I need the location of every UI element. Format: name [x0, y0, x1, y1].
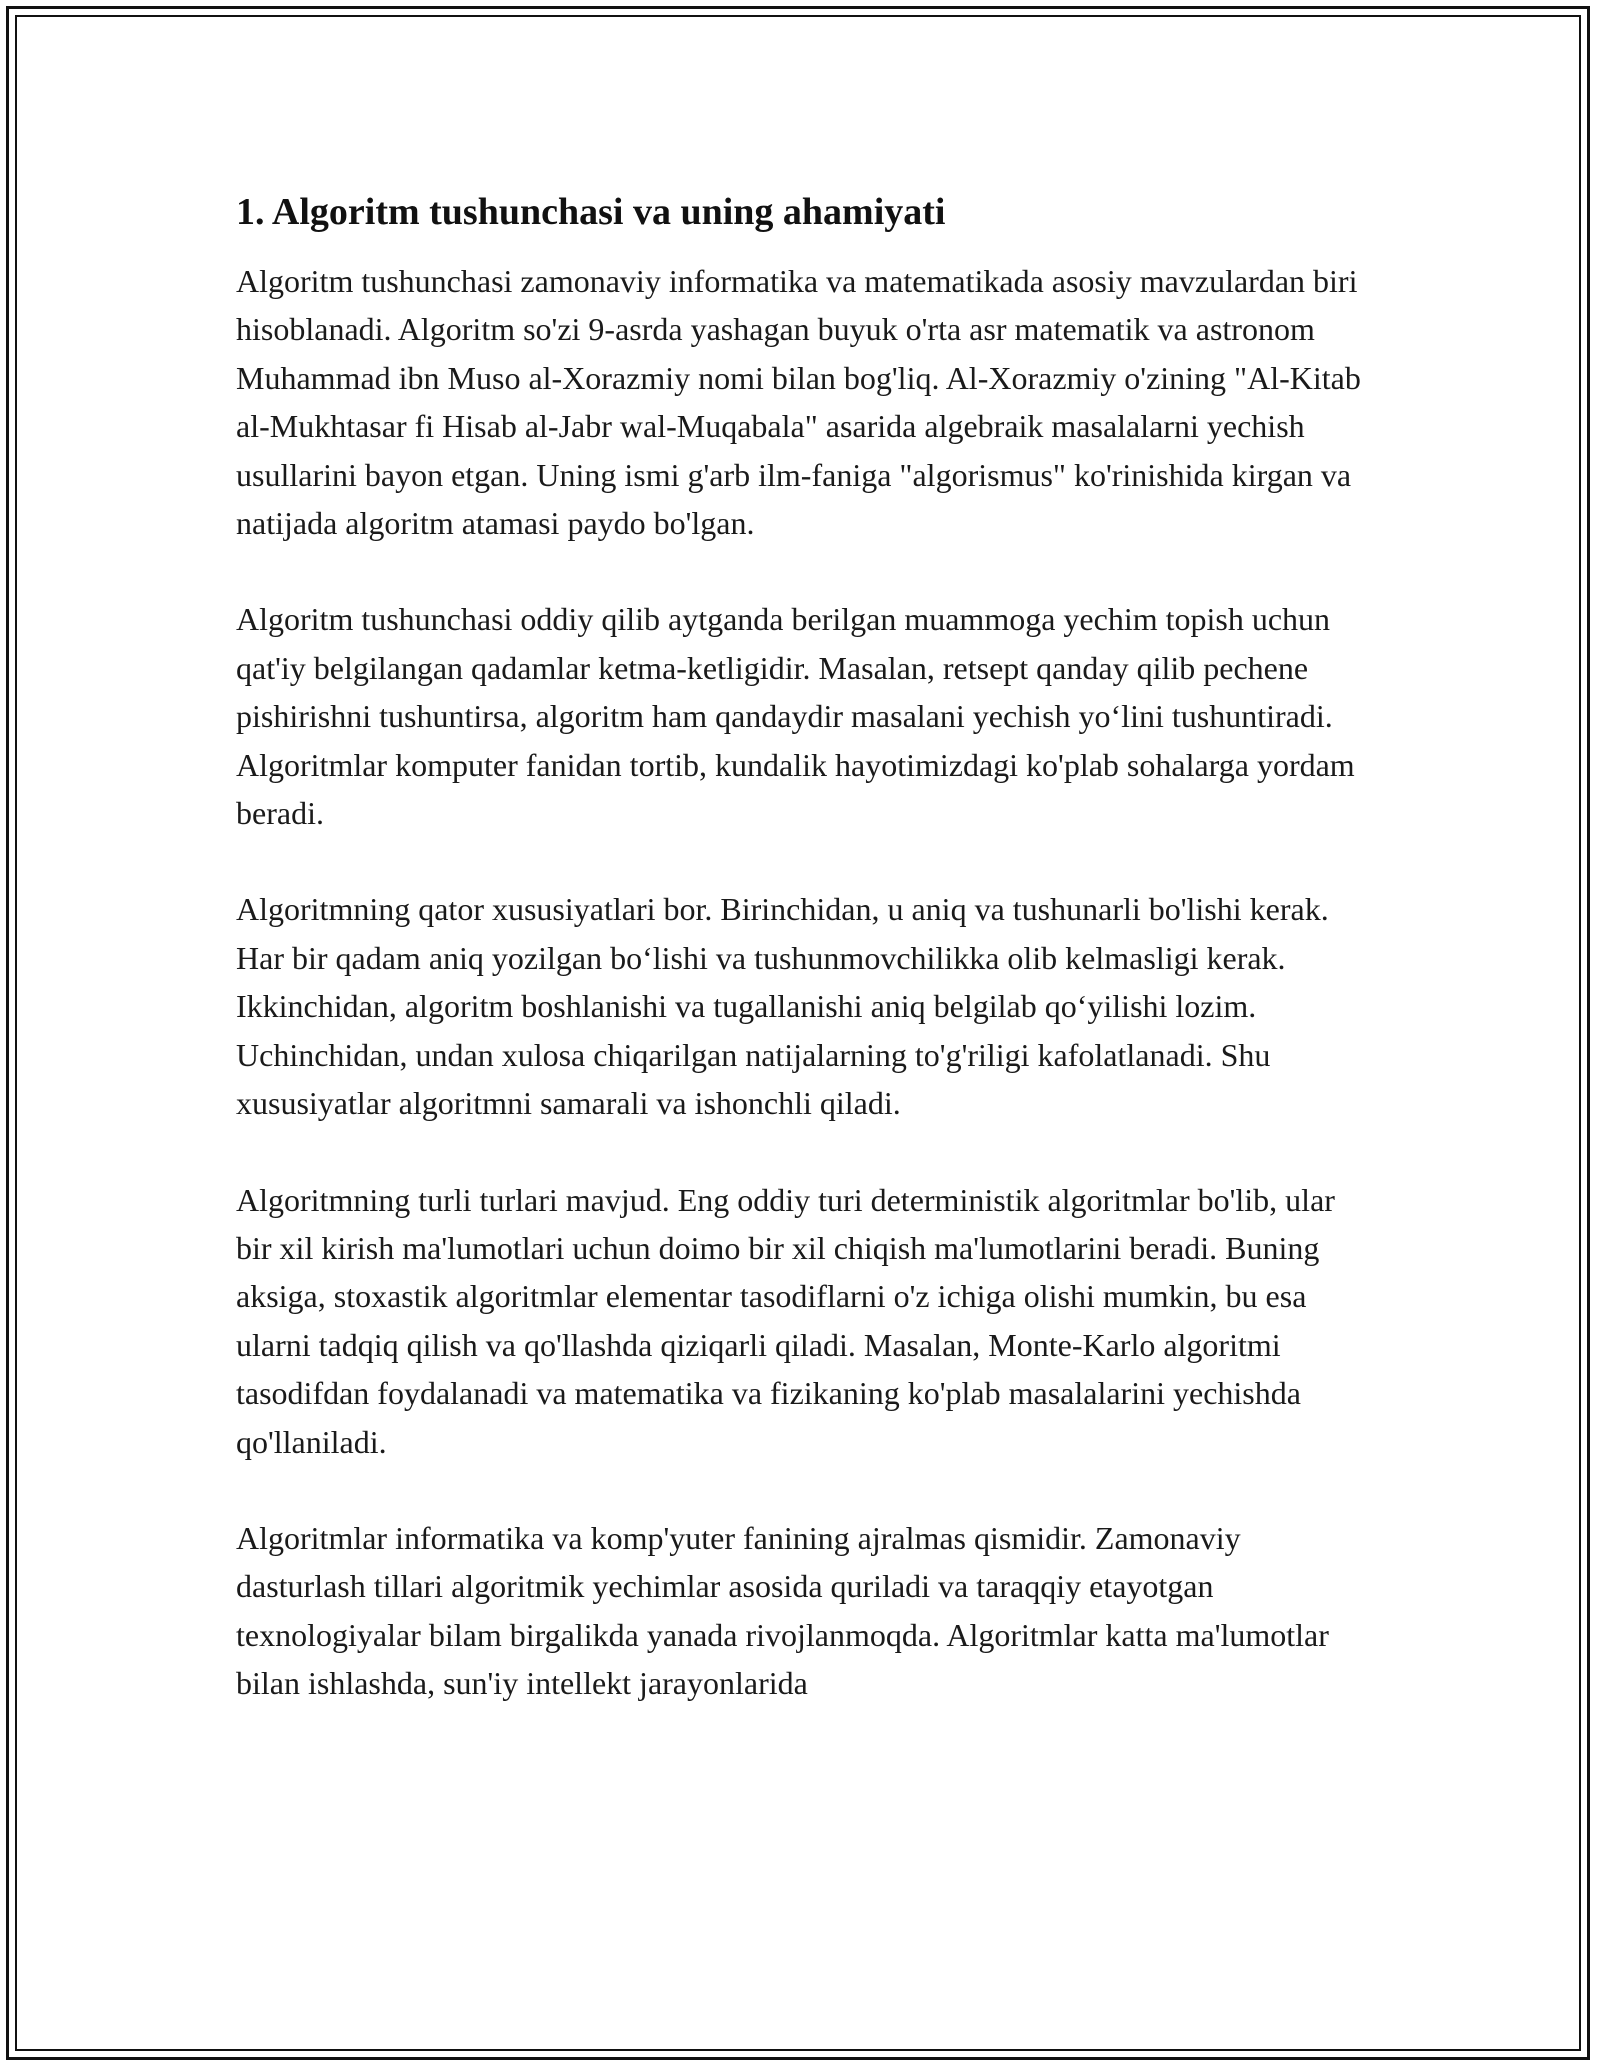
section-heading: 1. Algoritm tushunchasi va uning ahamiyati: [236, 191, 946, 233]
paragraph-importance: Algoritmlar informatika va komp'yuter fanining ajralmas qismidir. Zamonaviy dasturlash tillari algoritmik yechimlar asosida quriladi va taraqqiy etayotgan texnologiyalar bilam birgalikda yanada rivojlanmoqda. Algoritmlar katta ma'lumotlar bilan ishlashda, sun'iy intellekt jarayonlarida: [236, 1519, 1329, 1702]
paragraph-types: Algoritmning turli turlari mavjud. Eng oddiy turi deterministik algoritmlar bo'lib, ular bir xil kirish ma'lumotlari uchun doimo bir xil chiqish ma'lumotlarini beradi. Buning aksiga, stoxastik algoritmlar elementar tasodiflarni o'z ichiga olishi mumkin, bu esa ularni tadqiq qilish va qo'llashda qiziqarli qiladi. Masalan, Monte-Karlo algoritmi tasodifdan foydalanadi va matematika va fizikaning ko'plab masalalarini yechishda qo'llaniladi.: [236, 1181, 1335, 1460]
paragraph-definition: Algoritm tushunchasi oddiy qilib aytganda berilgan muammoga yechim topish uchun qat'iy belgilangan qadamlar ketma-ketligidir. Masalan, retsept qanday qilib pechene pishirishni tushuntirsa, algoritm ham qandaydir masalani yechish yo‘lini tushuntiradi. Algoritmlar komputer fanidan tortib, kundalik hayotimizdagi ko'plab sohalarga yordam beradi.: [236, 601, 1355, 832]
document-body: [236, 186, 1371, 1756]
paragraph-origin: Algoritm tushunchasi zamonaviy informatika va matematikada asosiy mavzulardan biri hisoblanadi. Algoritm so'zi 9-asrda yashagan buyuk o'rta asr matematik va astronom Muhammad ibn Muso al-Xorazmiy nomi bilan bog'liq. Al-Xorazmiy o'zining "Al-Kitab al-Mukhtasar fi Hisab al-Jabr wal-Muqabala" asarida algebraik masalalarni yechish usullarini bayon etgan. Uning ismi g'arb ilm-faniga "algorismus" ko'rinishida kirgan va natijada algoritm atamasi paydo bo'lgan.: [236, 263, 1361, 542]
paragraph-properties: Algoritmning qator xususiyatlari bor. Birinchidan, u aniq va tushunarli bo'lishi kerak. Har bir qadam aniq yozilgan bo‘lishi va tushunmovchilikka olib kelmasligi kerak. Ikkinchidan, algoritm boshlanishi va tugallanishi aniq belgilab qo‘yilishi lozim. Uchinchidan, undan xulosa chiqarilgan natijalarning to'g'riligi kafolatlanadi. Shu xususiyatlar algoritmni samarali va ishonchli qiladi.: [236, 891, 1329, 1122]
